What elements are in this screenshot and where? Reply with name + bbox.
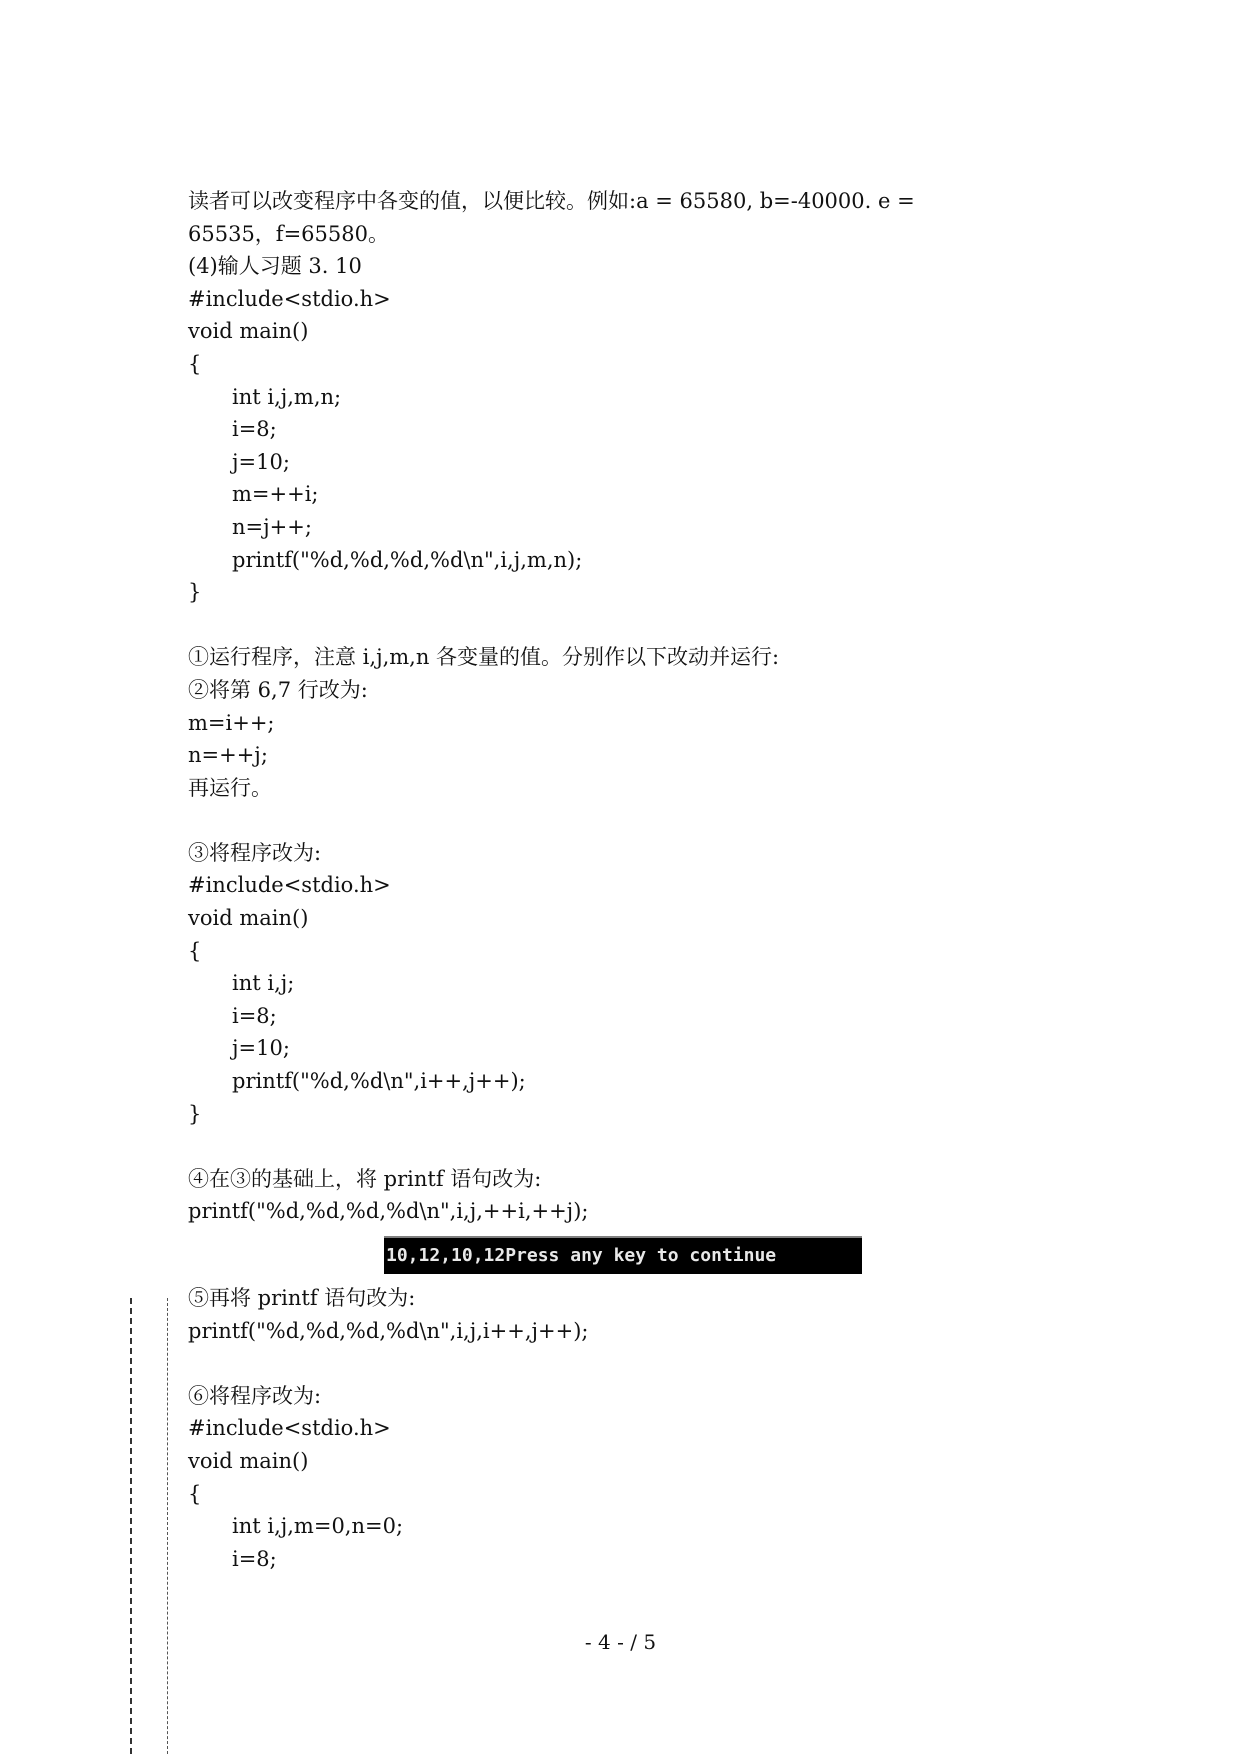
code-line: i=8; bbox=[232, 417, 277, 442]
code-line: #include<stdio.h> bbox=[188, 286, 391, 311]
code-line: printf("%d,%d\n",i++,j++); bbox=[232, 1069, 526, 1094]
text-line: ⑤再将 printf 语句改为: bbox=[188, 1286, 416, 1310]
console-output-screenshot: 10,12,10,12Press any key to continue bbox=[384, 1236, 862, 1274]
text-line: 再运行。 bbox=[188, 775, 272, 800]
text-line: 65535，f=65580。 bbox=[188, 221, 389, 246]
code-line: printf("%d,%d,%d,%d\n",i,j,m,n); bbox=[232, 547, 583, 572]
code-line: #include<stdio.h> bbox=[188, 873, 391, 898]
code-line: } bbox=[188, 580, 202, 605]
text-line: ④在③的基础上，将 printf 语句改为: bbox=[188, 1166, 542, 1191]
code-line: n=j++; bbox=[232, 514, 312, 539]
spacer bbox=[188, 1130, 1088, 1163]
code-line: void main() bbox=[188, 319, 309, 344]
code-line: int i,j; bbox=[232, 971, 295, 996]
binding-margin-dashed-line-inner bbox=[167, 1298, 168, 1754]
code-line: j=10; bbox=[232, 1036, 290, 1061]
document-body bbox=[188, 185, 1088, 1575]
code-line: { bbox=[188, 351, 202, 376]
text-line: ②将第 6,7 行改为: bbox=[188, 677, 368, 702]
code-line: #include<stdio.h> bbox=[188, 1416, 391, 1441]
text-line: ③将程序改为: bbox=[188, 840, 322, 865]
code-line: j=10; bbox=[232, 449, 290, 474]
section-heading: (4)输人习题 3. 10 bbox=[188, 254, 362, 279]
code-line: printf("%d,%d,%d,%d\n",i,j,++i,++j); bbox=[188, 1199, 589, 1224]
code-line: { bbox=[188, 1481, 202, 1506]
binding-margin-dashed-line bbox=[130, 1298, 132, 1754]
spacer bbox=[188, 804, 1088, 837]
text-line: 读者可以改变程序中各变的值，以便比较。例如:a = 65580, b=-40000. e = bbox=[188, 189, 915, 213]
spacer bbox=[188, 1347, 1088, 1380]
code-line: i=8; bbox=[232, 1546, 277, 1571]
code-line: i=8; bbox=[232, 1003, 277, 1028]
page-number: - 4 - / 5 bbox=[584, 1630, 657, 1654]
text-line: ①运行程序，注意 i,j,m,n 各变量的值。分别作以下改动并运行: bbox=[188, 645, 780, 670]
code-line: m=i++; bbox=[188, 710, 275, 735]
code-line: printf("%d,%d,%d,%d\n",i,j,i++,j++); bbox=[188, 1318, 589, 1343]
code-line: } bbox=[188, 1101, 202, 1126]
text-line: ⑥将程序改为: bbox=[188, 1383, 322, 1408]
code-line: void main() bbox=[188, 906, 309, 931]
spacer bbox=[188, 609, 1088, 642]
code-line: int i,j,m,n; bbox=[232, 384, 342, 409]
code-line: void main() bbox=[188, 1448, 309, 1473]
code-line: m=++i; bbox=[232, 482, 319, 507]
code-line: { bbox=[188, 938, 202, 963]
code-line: int i,j,m=0,n=0; bbox=[232, 1514, 404, 1539]
code-line: n=++j; bbox=[188, 743, 268, 768]
